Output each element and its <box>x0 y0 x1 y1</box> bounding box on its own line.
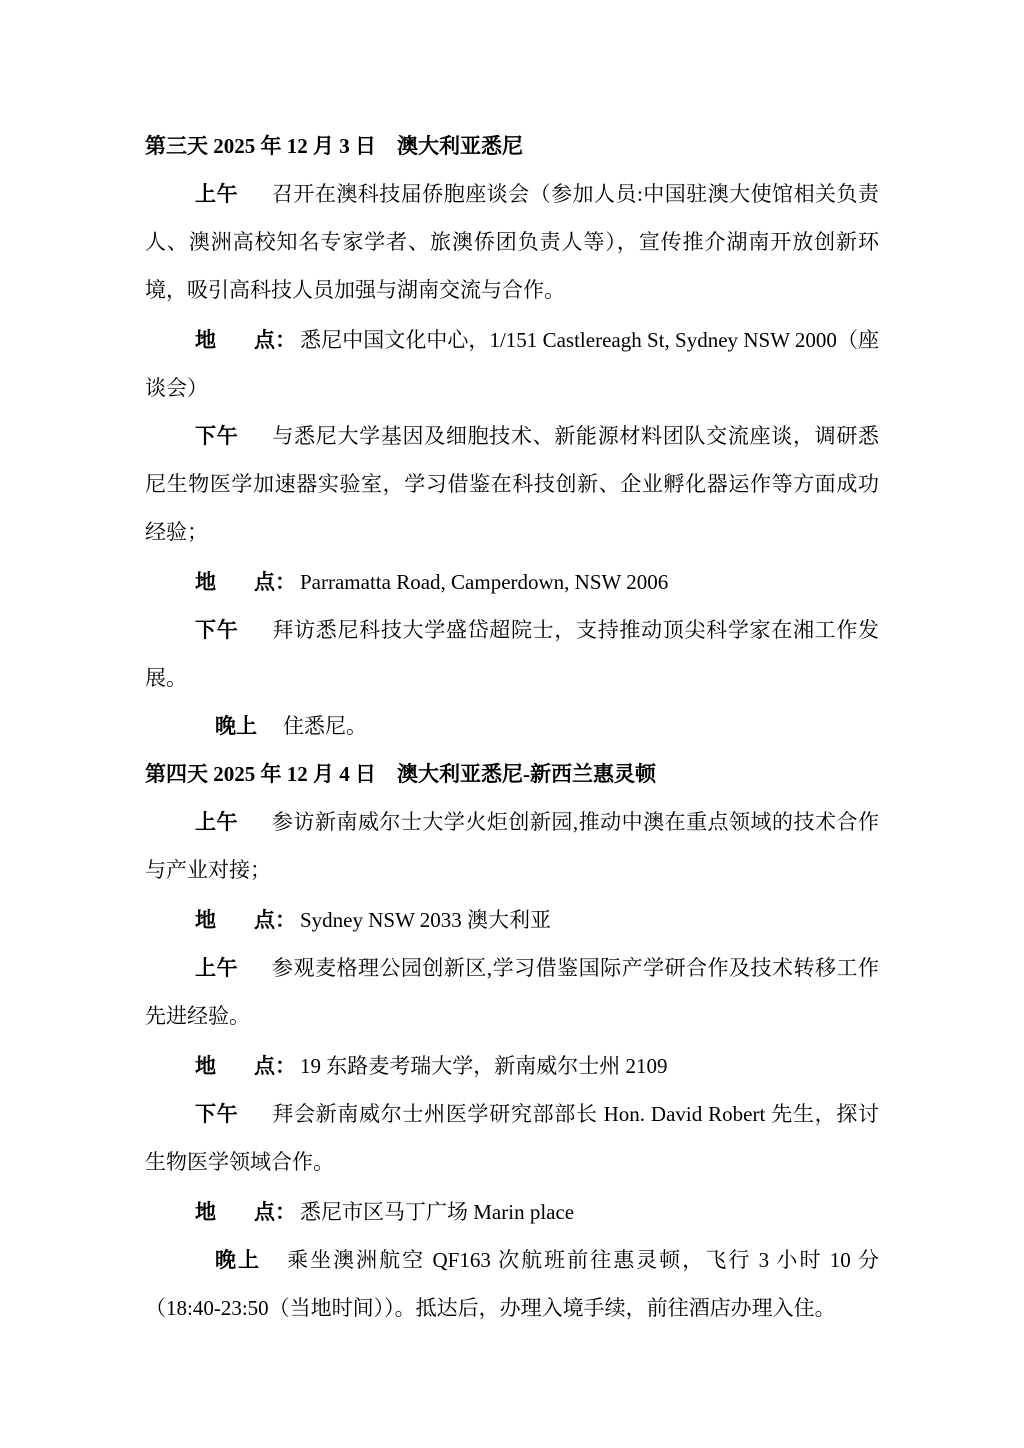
time-label: 上午 <box>195 182 238 206</box>
location-entry <box>145 316 879 412</box>
time-label: 晚上 <box>215 714 257 738</box>
schedule-entry <box>145 1236 879 1332</box>
entry-text: 拜会新南威尔士州医学研究部部长 Hon. David Robert 先生，探讨生物医学领域合作。 <box>145 1102 880 1174</box>
entry-text: 与悉尼大学基因及细胞技术、新能源材料团队交流座谈，调研悉尼生物医学加速器实验室，学习借鉴在科技创新、企业孵化器运作等方面成功经验； <box>145 424 880 544</box>
location-label-dian: 点： <box>254 1200 296 1224</box>
location-entry <box>145 558 879 606</box>
day-header: 第三天 2025 年 12 月 3 日 澳大利亚悉尼 <box>145 134 523 158</box>
location-label-dian: 点： <box>254 570 296 594</box>
schedule-entry <box>145 170 879 314</box>
location-text: 19 东路麦考瑞大学，新南威尔士州 2109 <box>300 1054 668 1078</box>
location-label-dian: 点： <box>254 328 297 352</box>
location-entry <box>145 896 879 944</box>
location-label-di: 地 <box>195 908 216 932</box>
location-label-di: 地 <box>195 328 217 352</box>
schedule-entry <box>145 1090 879 1186</box>
entry-text: 召开在澳科技届侨胞座谈会（参加人员:中国驻澳大使馆相关负责人、澳洲高校知名专家学者、旅澳侨团负责人等），宣传推介湖南开放创新环境，吸引高科技人员加强与湖南交流与合作。 <box>145 182 879 302</box>
schedule-entry <box>145 702 879 750</box>
location-label-di: 地 <box>195 1054 216 1078</box>
location-label-di: 地 <box>195 570 216 594</box>
entry-text: 参观麦格理公园创新区,学习借鉴国际产学研合作及技术转移工作先进经验。 <box>145 956 879 1028</box>
location-text: 悉尼市区马丁广场 Marin place <box>300 1200 575 1224</box>
location-text: Parramatta Road, Camperdown, NSW 2006 <box>300 570 669 594</box>
entry-text: 拜访悉尼科技大学盛岱超院士，支持推动顶尖科学家在湘工作发展。 <box>145 618 880 690</box>
day-header: 第四天 2025 年 12 月 4 日 澳大利亚悉尼-新西兰惠灵顿 <box>145 762 656 786</box>
location-entry <box>145 1042 879 1090</box>
time-label: 上午 <box>195 810 238 834</box>
time-label: 下午 <box>195 618 239 642</box>
schedule-entry <box>145 798 879 894</box>
location-label-dian: 点： <box>254 908 296 932</box>
location-text: 悉尼中国文化中心，1/151 Castlereagh St, Sydney NSW 2000（座谈会） <box>145 328 880 400</box>
time-label: 下午 <box>195 1102 239 1126</box>
entry-text: 住悉尼。 <box>283 714 367 738</box>
entry-text: 乘坐澳洲航空 QF163 次航班前往惠灵顿，飞行 3 小时 10 分（18:40-23:50（当地时间））。抵达后，办理入境手续，前往酒店办理入住。 <box>145 1248 880 1320</box>
schedule-entry <box>145 412 879 556</box>
schedule-entry <box>145 606 879 702</box>
entry-text: 参访新南威尔士大学火炬创新园,推动中澳在重点领域的技术合作与产业对接； <box>145 810 879 882</box>
location-entry <box>145 1188 879 1236</box>
location-label-dian: 点： <box>254 1054 296 1078</box>
location-text: Sydney NSW 2033 澳大利亚 <box>300 908 552 932</box>
schedule-entry <box>145 944 879 1040</box>
time-label: 下午 <box>195 424 239 448</box>
time-label: 上午 <box>195 956 238 980</box>
time-label: 晚上 <box>215 1248 262 1272</box>
location-label-di: 地 <box>195 1200 216 1224</box>
